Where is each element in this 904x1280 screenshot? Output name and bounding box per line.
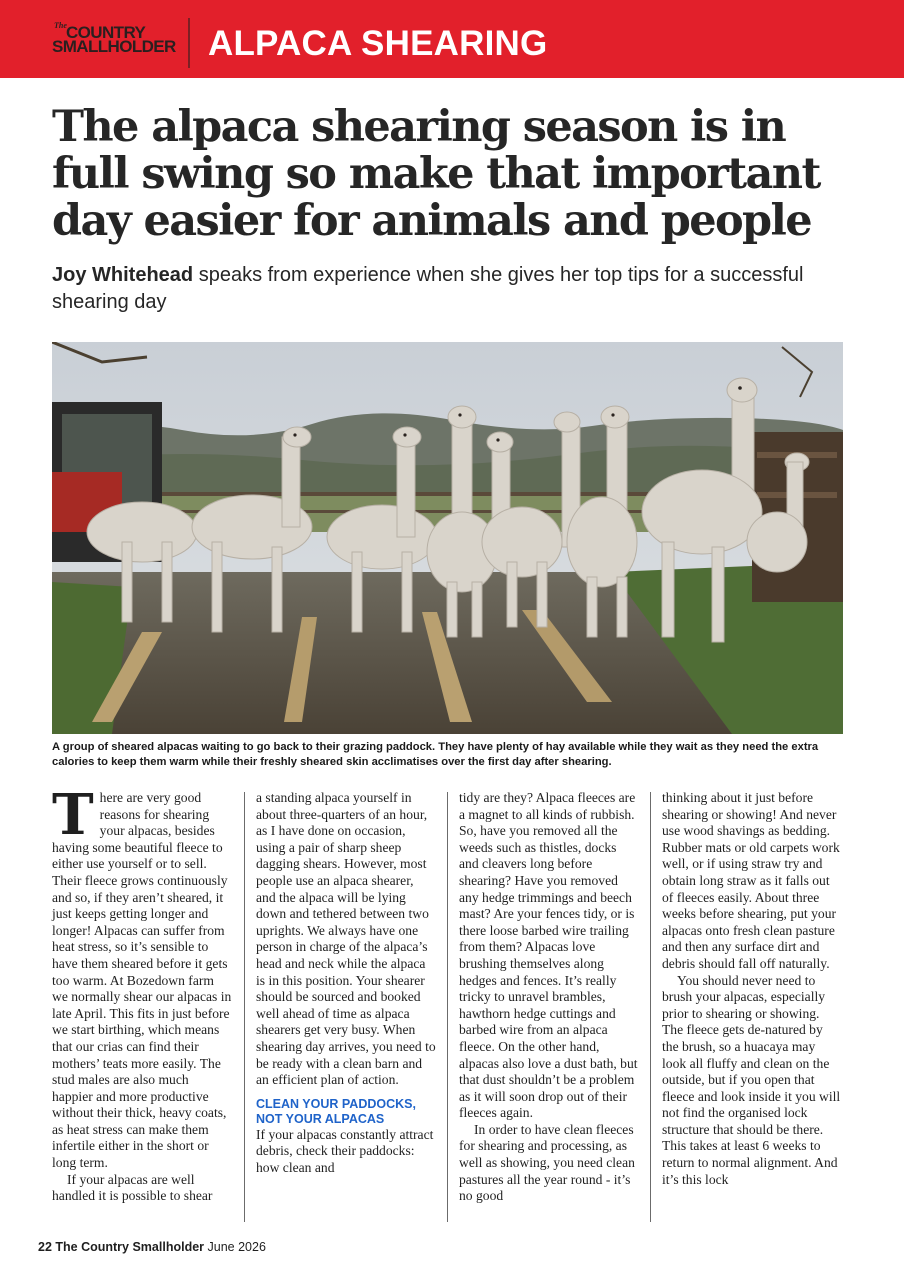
page-footer	[38, 1240, 266, 1254]
drop-cap: T	[52, 782, 94, 848]
text-column-4	[662, 790, 842, 1188]
logo-line-1: COUNTRY	[66, 23, 146, 42]
logo-the: The	[54, 21, 67, 30]
alpaca-photo	[52, 342, 843, 734]
paragraph: thinking about it just before shearing or showing! And never use wood shavings as bedding. Rubber mats or old carpets work well, or if using straw try and obtain long straw as it falls out of fleeces easily. About three weeks before shearing, put your alpacas onto fresh clean pasture and then any surface dirt and debris should fall off naturally.	[662, 790, 840, 971]
text-column-1	[52, 782, 232, 1205]
subheading: CLEAN YOUR PADDOCKS, NOT YOUR ALPACAS	[256, 1096, 416, 1126]
column-rule	[447, 792, 448, 1222]
footer-magazine: The Country Smallholder	[55, 1240, 205, 1254]
paragraph: In order to have clean fleeces for shearing and processing, as well as showing, you need clean pastures all the year round - it’s no good	[459, 1121, 635, 1204]
text-column-2	[256, 790, 436, 1176]
standfirst-text: speaks from experience when she gives her top tips for a successful shearing day	[52, 264, 804, 313]
logo-line-2: SMALLHOLDER	[52, 37, 176, 56]
paragraph: If your alpacas are well handled it is possible to shear	[52, 1171, 213, 1204]
standfirst	[52, 262, 852, 316]
paragraph: If your alpacas constantly attract debris, check their paddocks: how clean and	[256, 1126, 434, 1175]
author-name: Joy Whitehead	[52, 264, 194, 286]
header-divider	[188, 18, 190, 68]
text-column-3	[459, 790, 639, 1205]
section-title: ALPACA SHEARING	[208, 24, 548, 63]
paragraph: You should never need to brush your alpacas, especially prior to shearing or showing. The fleece gets de-natured by the brush, so a huacaya may look all fluffy and clean on the outside, but if you open that fleece and look inside it you will not find the organised lock structure that should be there. This takes at least 6 weeks to return to normal alignment. And it’s this lock	[662, 972, 841, 1187]
paragraph	[52, 782, 232, 1172]
footer-date: June 2026	[207, 1240, 266, 1254]
column-rule	[244, 792, 245, 1222]
page-number: 22	[38, 1240, 52, 1254]
paragraph: tidy are they? Alpaca fleeces are a magnet to all kinds of rubbish. So, have you removed all the weeds such as thistles, docks and cleavers long before shearing? Have you removed any hedge trimmings and beech mast? Are your fences tidy, or is there loose barbed wire trailing from them? Alpacas love brushing themselves along hedges and fences. It’s really tricky to unravel brambles, hawthorn hedge cuttings and barbed wire from an alpaca fleece. On the other hand, alpacas also love a dust bath, but that dust shouldn’t be a problem as it will soon drop out of their fleeces again.	[459, 790, 638, 1121]
section-header-band	[0, 0, 904, 78]
magazine-logo	[52, 21, 176, 56]
photo-caption: A group of sheared alpacas waiting to go back to their grazing paddock. They have plenty of hay available while they wait as they need the extra calories to keep them warm while their freshly sheared skin acclimatises over the first day after shearing.	[52, 741, 819, 768]
paragraph-text: here are very good reasons for shearing your alpacas, besides having some beautiful fleece to either use yourself or to sell. Their fleece grows continuously and so, if they aren’t sheared, it just keeps getting longer and longer! Alpacas can suffer from heat stress, so it’s sensible to have them sheared before it gets too warm. At Bozedown farm we normally shear our alpacas in late April. This fits in just before we start birthing, which means that our crias can find their mothers’ teats more easily. The stud males are also much happier and more productive without their thick, heavy coats, as heat stress can make them infertile either in the short or long term.	[52, 790, 232, 1171]
column-rule	[650, 792, 651, 1222]
paragraph: a standing alpaca yourself in about three-quarters of an hour, as I have done on occasion, using a pair of sharp sheep dagging shears. However, most people use an alpaca shearer, and the alpaca will be lying down and tethered between two uprights. We always have one person in charge of the alpaca’s head and neck while the alpaca is in this position. Your shearer should be sourced and booked well ahead of time as alpaca shearers get very busy. When shearing day arrives, you need to be ready with a clean barn and an efficient plan of action.	[256, 790, 436, 1088]
article-headline: The alpaca shearing season is in full swing so make that important day easier for animals and people	[52, 102, 820, 246]
